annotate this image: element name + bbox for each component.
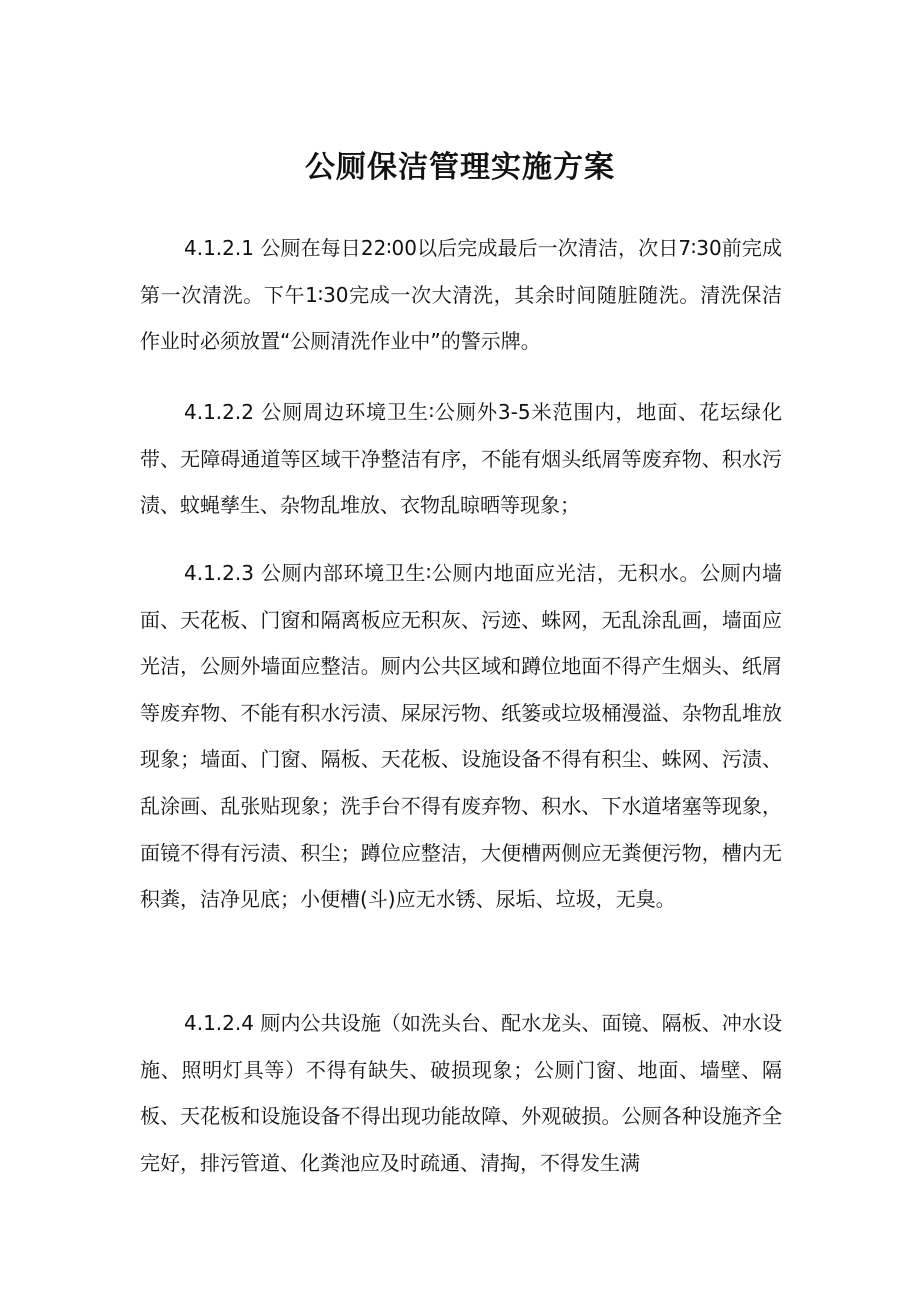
paragraph-4-1-2-4: 4.1.2.4 厕内公共设施（如洗头台、配水龙头、面镜、隔板、冲水设施、照明灯具等）不得有缺失、破损现象；公厕门窗、地面、墙壁、隔板、天花板和设施设备不得出现功能故障、外观破损。公厕各种设施齐全完好，排污管道、化粪池应及时疏通、清掏，不得发生满 — [140, 1011, 782, 1175]
paragraph-4-1-2-3: 4.1.2.3 公厕内部环境卫生∶公厕内地面应光洁，无积水。公厕内墙面、天花板、门窗和隔离板应无积灰、污迹、蛛网，无乱涂乱画，墙面应光洁，公厕外墙面应整洁。厕内公共区域和蹲位地面不得产生烟头、纸屑等废弃物、不能有积水污渍、屎尿污物、纸篓或垃圾桶漫溢、杂物乱堆放现象；墙面、门窗、隔板、天花板、设施设备不得有积尘、蛛网、污渍、乱涂画、乱张贴现象；洗手台不得有废弃物、积水、下水道堵塞等现象，面镜不得有污渍、积尘；蹲位应整洁，大便槽两侧应无粪便污物，槽内无积粪，洁净见底；小便槽(斗)应无水锈、尿垢、垃圾，无臭。 — [140, 561, 782, 912]
document-title: 公厕保洁管理实施方案 — [305, 150, 615, 185]
paragraph-4-1-2-2: 4.1.2.2 公厕周边环境卫生∶公厕外3-5米范围内，地面、花坛绿化带、无障碍通道等区域干净整洁有序，不能有烟头纸屑等废弃物、积水污渍、蚊蝇孳生、杂物乱堆放、衣物乱晾晒等现象； — [140, 400, 782, 518]
paragraph-4-1-2-1: 4.1.2.1 公厕在每日22∶00以后完成最后一次清洁，次日7∶30前完成第一次清洗。下午1∶30完成一次大清洗，其余时间随脏随洗。清洗保洁作业时必须放置“公厕清洗作业中”的警示牌。 — [140, 236, 782, 354]
